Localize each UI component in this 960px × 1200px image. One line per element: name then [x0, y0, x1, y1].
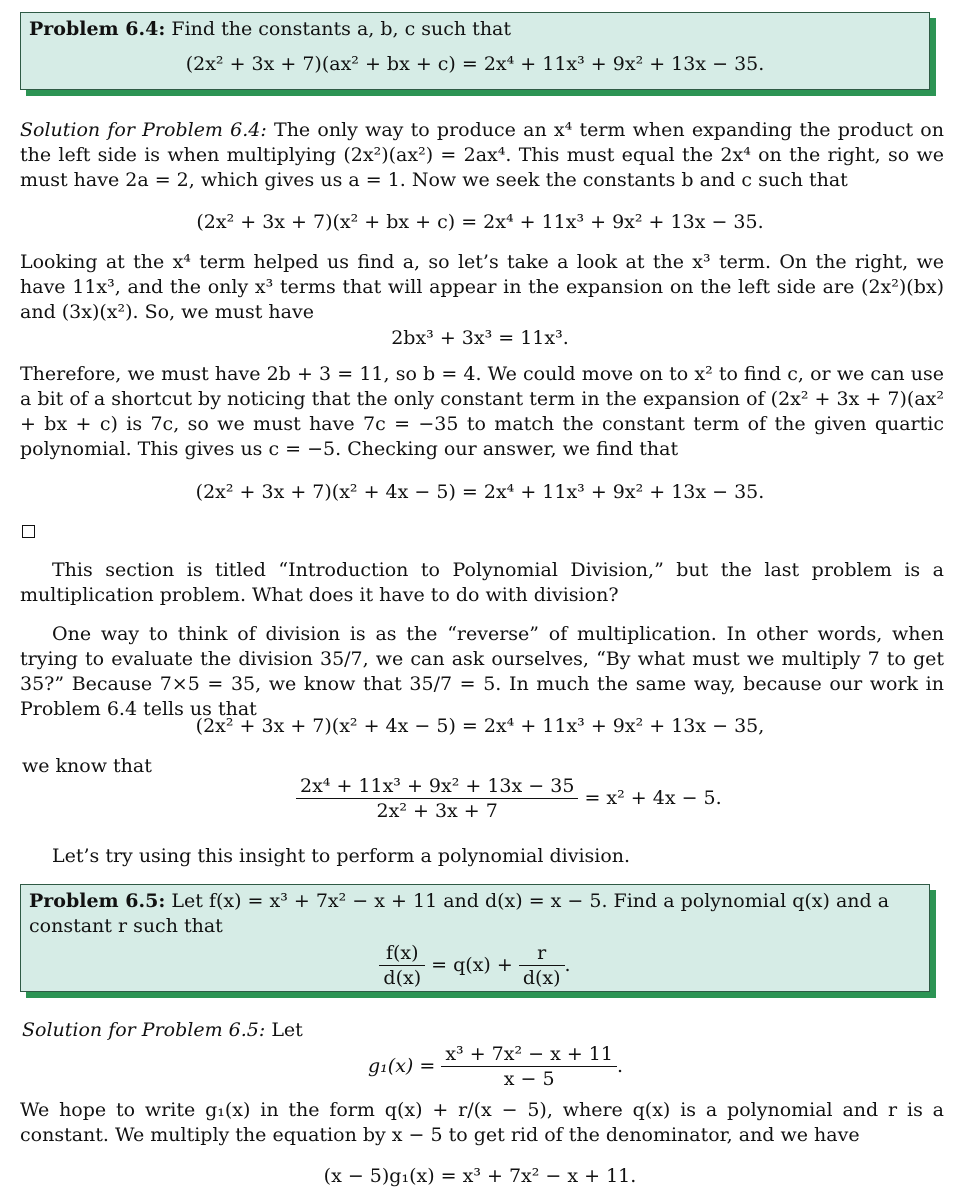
r-numerator: r [519, 941, 565, 966]
solution-6-5-paragraph-1: We hope to write g₁(x) in the form q(x) + r/(x − 5), where q(x) is a polynomial and r is a constant. We multiply the equation by x − 5 to get rid of the denominator, and we have [20, 1099, 944, 1146]
problem-6-5-label: Problem 6.5: [29, 890, 166, 912]
discussion-paragraph-2: One way to think of division is as the “reverse” of multiplication. In other words, when trying to evaluate the division 35/7, we can ask ourselves, “By what must we multiply 7 to get 35?” Because 7×5 = 35, we know that 35/7 = 5. In much the same way, because our work in Problem 6.4 tells us that [20, 623, 944, 720]
equation-period: . [564, 954, 571, 976]
division-fraction [296, 774, 578, 823]
f-over-d-fraction [379, 941, 425, 990]
g1-lhs: g₁(x) = [368, 1055, 436, 1077]
problem-6-4-statement [29, 17, 921, 42]
solution-6-5-heading: Solution for Problem 6.5: [22, 1019, 266, 1041]
problem-6-5-box [20, 884, 930, 992]
division-denominator: 2x² + 3x + 7 [376, 800, 498, 822]
discussion-paragraph-3: Let’s try using this insight to perform a polynomial division. [52, 845, 631, 867]
problem-6-5-text: Let f(x) = x³ + 7x² − x + 11 and d(x) = x − 5. Find a polynomial q(x) and a constant r such that [29, 890, 890, 937]
division-identity [296, 774, 722, 823]
solution-6-4-paragraph-3: Therefore, we must have 2b + 3 = 11, so b = 4. We could move on to x² to find c, or we can use a bit of a shortcut by noticing that the only constant term in the expansion of (2x² + 3x + 7)(ax² + bx + c) is 7c, so we must have 7c = −35 to match the constant term of the given quartic polynomial. This gives us c = −5. Checking our answer, we find that [20, 363, 944, 460]
d-denominator: d(x) [383, 967, 422, 989]
f-numerator: f(x) [379, 941, 425, 966]
solution-6-4-paragraph-2: Looking at the x⁴ term helped us find a, so let’s take a look at the x³ term. On the right, we have 11x³, and the only x³ terms that will appear in the expansion on the left side are (2x²)(bx) and (3x)(x²). So, we must have [20, 251, 944, 323]
solution-6-4-equation-3: (2x² + 3x + 7)(x² + 4x − 5) = 2x⁴ + 11x³ + 9x² + 13x − 35. [195, 481, 765, 503]
solution-6-4-equation-1: (2x² + 3x + 7)(x² + bx + c) = 2x⁴ + 11x³ + 9x² + 13x − 35. [196, 211, 764, 233]
problem-6-4-box [20, 12, 930, 90]
discussion-paragraph-1: This section is titled “Introduction to Polynomial Division,” but the last problem is a multiplication problem. What does it have to do with division? [20, 559, 944, 606]
division-numerator: 2x⁴ + 11x³ + 9x² + 13x − 35 [296, 774, 578, 799]
division-result: = x² + 4x − 5. [584, 787, 722, 809]
solution-6-5-let: Let [271, 1019, 303, 1041]
problem-6-4-text: Find the constants a, b, c such that [171, 18, 512, 40]
g1-fraction [441, 1042, 617, 1091]
r-denominator: d(x) [522, 967, 561, 989]
we-know-that-text: we know that [22, 755, 152, 777]
solution-6-4-heading: Solution for Problem 6.4: [20, 119, 267, 141]
q-plus-text: = q(x) + [431, 954, 513, 976]
problem-6-4-equation: (2x² + 3x + 7)(ax² + bx + c) = 2x⁴ + 11x³ + 9x² + 13x − 35. [185, 53, 765, 75]
g1-denominator: x − 5 [503, 1068, 555, 1090]
qed-square-icon [22, 525, 35, 538]
g1-definition [368, 1042, 623, 1091]
solution-6-4-equation-2: 2bx³ + 3x³ = 11x³. [391, 327, 569, 349]
discussion-equation-1: (2x² + 3x + 7)(x² + 4x − 5) = 2x⁴ + 11x³ + 9x² + 13x − 35, [195, 715, 765, 737]
problem-6-5-statement [29, 889, 921, 939]
g1-numerator: x³ + 7x² − x + 11 [441, 1042, 617, 1067]
r-over-d-fraction [519, 941, 565, 990]
g1-period: . [616, 1055, 624, 1077]
problem-6-5-equation [29, 941, 921, 990]
solution-6-5-equation-1: (x − 5)g₁(x) = x³ + 7x² − x + 11. [323, 1165, 637, 1187]
problem-6-4-label: Problem 6.4: [29, 18, 166, 40]
solution-6-4-paragraph-1 [20, 118, 944, 193]
solution-6-5-intro [22, 1018, 303, 1043]
solution-6-4-text-1: The only way to produce an x⁴ term when expanding the product on the left side is when multiplying (2x²)(ax²) = 2ax⁴. This must equal the 2x⁴ on the right, so we must have 2a = 2, which gives us a = 1. Now we seek the constants b and c such that [20, 119, 944, 191]
